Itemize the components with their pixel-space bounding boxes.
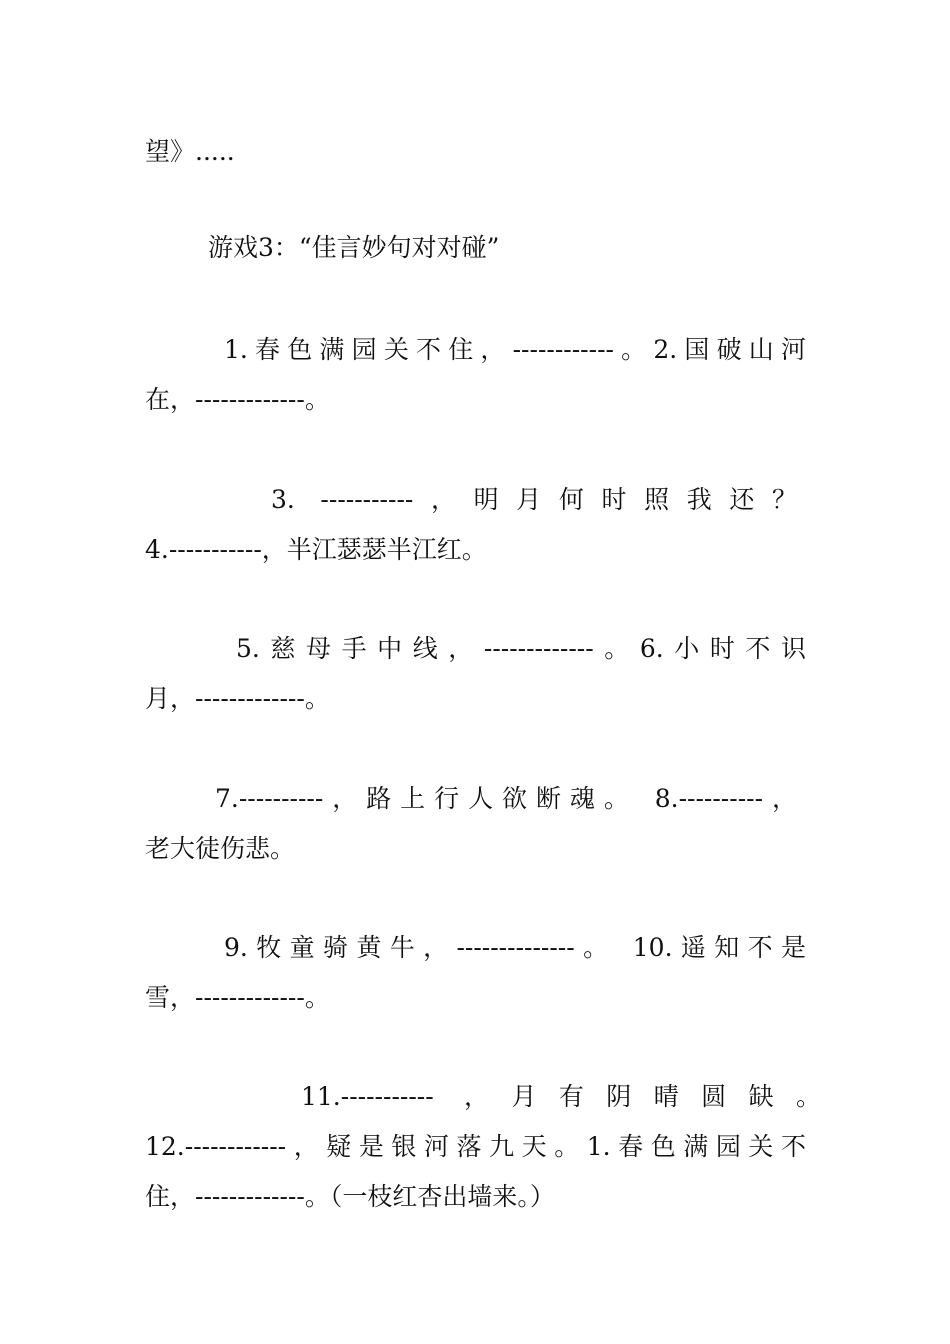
text-line: 望》..... (145, 137, 235, 166)
text-line: 12.------------，疑是银河落九天。1.春色满园关不 (145, 1132, 806, 1161)
text-line: 3. -----------，明月何时照我还？ (271, 485, 797, 514)
text-line: 雪，-------------。 (145, 983, 330, 1012)
text-line: 7.----------，路上行人欲断魂。 8.----------， (215, 784, 797, 813)
text-line: 1.春色满园关不住，------------。2.国破山河 (224, 335, 806, 364)
text-line: 11.----------- ，月有阴晴圆缺。 (301, 1082, 821, 1111)
text-line: 老大徒伤悲。 (145, 834, 296, 863)
section-heading: 游戏3：“佳言妙句对对碰” (208, 233, 500, 262)
text-line: 月，-------------。 (145, 684, 330, 713)
text-line: 住，-------------。（一枝红杏出墙来。） (145, 1182, 555, 1211)
text-line: 在，-------------。 (145, 385, 330, 414)
text-line: 5.慈母手中线，-------------。6.小时不识 (236, 634, 806, 663)
text-line: 4.-----------，半江瑟瑟半江红。 (145, 535, 487, 564)
text-line: 9.牧童骑黄牛，--------------。 10.遥知不是 (224, 933, 806, 962)
